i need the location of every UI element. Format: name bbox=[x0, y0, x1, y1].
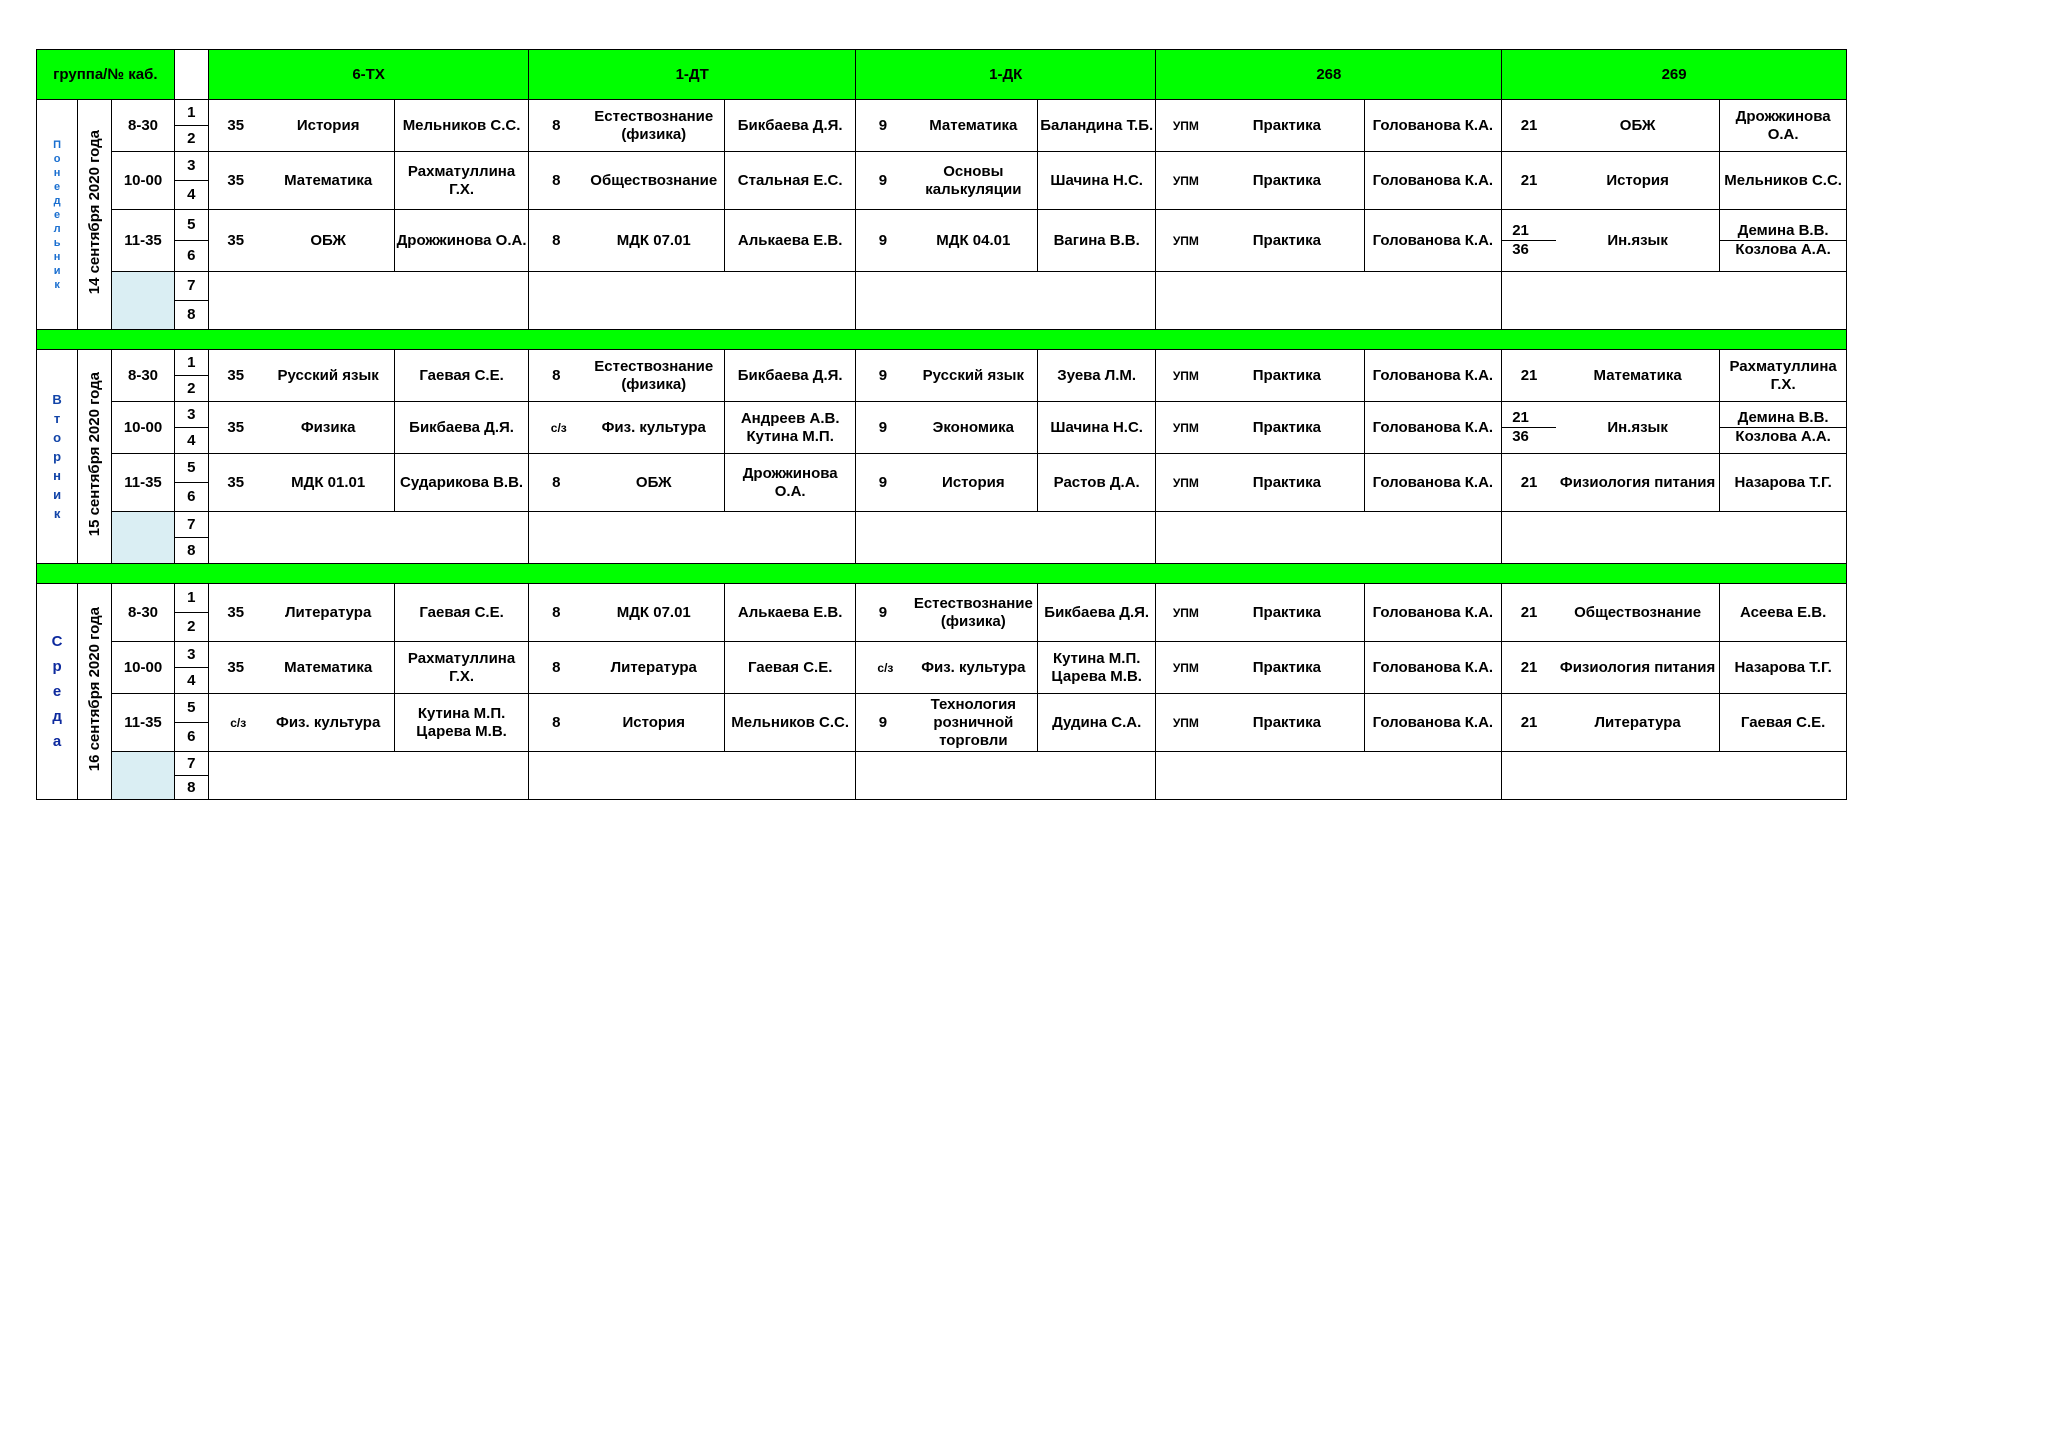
separator-bar bbox=[37, 564, 1847, 584]
teacher-cell bbox=[1720, 402, 1847, 454]
day-name-letter: е bbox=[54, 208, 61, 221]
room-number: УПМ bbox=[1156, 350, 1210, 402]
group-header-6tx: 6-ТХ bbox=[208, 50, 529, 100]
empty-lesson-slot bbox=[1502, 272, 1847, 330]
teacher-name: Голованова К.А. bbox=[1364, 210, 1502, 272]
teacher-cell bbox=[1720, 210, 1847, 272]
teacher-name: Назарова Т.Г. bbox=[1720, 454, 1847, 512]
pair-number: 4 bbox=[174, 428, 208, 454]
subject-name: Практика bbox=[1210, 584, 1364, 642]
lesson-time: 8-30 bbox=[112, 584, 174, 642]
subject-name: Основы калькуляции bbox=[910, 152, 1038, 210]
room-number: 8 bbox=[529, 100, 583, 152]
subject-name: Физ. культура bbox=[583, 402, 725, 454]
lesson-time: 8-30 bbox=[112, 350, 174, 402]
room-number: УПМ bbox=[1156, 402, 1210, 454]
pair-number-header bbox=[174, 50, 208, 100]
day-name-letter: а bbox=[52, 733, 62, 750]
day-name-letter: д bbox=[53, 194, 61, 207]
day-name-letter: л bbox=[53, 222, 61, 235]
pair-number: 7 bbox=[174, 752, 208, 776]
room-number: УПМ bbox=[1156, 584, 1210, 642]
room-number: 9 bbox=[856, 694, 910, 752]
room-number: 35 bbox=[208, 584, 262, 642]
schedule-row bbox=[37, 402, 1847, 428]
lesson-time: 11-35 bbox=[112, 454, 174, 512]
empty-lesson-slot bbox=[1156, 752, 1502, 800]
empty-lesson-slot bbox=[529, 272, 856, 330]
teacher-name: Рахматуллина Г.Х. bbox=[394, 152, 529, 210]
subject-name: Литература bbox=[1556, 694, 1720, 752]
room-cell bbox=[1502, 210, 1556, 272]
subject-name: История bbox=[910, 454, 1038, 512]
teacher-name: Гаевая С.Е. bbox=[725, 642, 856, 694]
teacher-name: Кутина М.П. Царева М.В. bbox=[394, 694, 529, 752]
room-number: с/з bbox=[529, 402, 583, 454]
teacher-name: Дрожжинова О.А. bbox=[725, 454, 856, 512]
subject-name: Литература bbox=[583, 642, 725, 694]
pair-number: 5 bbox=[174, 694, 208, 723]
teacher-name: Растов Д.А. bbox=[1037, 454, 1156, 512]
room-number: 21 bbox=[1502, 694, 1556, 752]
pair-number: 3 bbox=[174, 402, 208, 428]
teacher-name: Стальная Е.С. bbox=[725, 152, 856, 210]
teacher-name: Голованова К.А. bbox=[1364, 402, 1502, 454]
day-name-letter: и bbox=[53, 264, 61, 277]
time-empty bbox=[112, 512, 174, 564]
teacher-name: Голованова К.А. bbox=[1364, 584, 1502, 642]
schedule-row bbox=[37, 152, 1847, 181]
day-name-letter: о bbox=[53, 430, 62, 445]
teacher-name: Вагина В.В. bbox=[1037, 210, 1156, 272]
pair-number: 1 bbox=[174, 584, 208, 613]
teacher-split bbox=[1038, 650, 1156, 686]
day-name bbox=[37, 390, 77, 523]
room-cell bbox=[1502, 402, 1556, 454]
group-header-1dk: 1-ДК bbox=[856, 50, 1156, 100]
teacher-name: Демина В.В. bbox=[1737, 409, 1829, 426]
empty-lesson-slot bbox=[1156, 272, 1502, 330]
pair-number: 3 bbox=[174, 642, 208, 668]
schedule-row bbox=[37, 752, 1847, 776]
subject-name: История bbox=[1556, 152, 1720, 210]
room-number: 35 bbox=[208, 152, 262, 210]
teacher-name: Голованова К.А. bbox=[1364, 152, 1502, 210]
day-date-cell bbox=[78, 584, 112, 800]
room-number: 35 bbox=[208, 210, 262, 272]
room-number: 8 bbox=[529, 584, 583, 642]
subject-name: Естествознание (физика) bbox=[583, 350, 725, 402]
room-number: 9 bbox=[856, 100, 910, 152]
room-number: 8 bbox=[529, 454, 583, 512]
day-date: 16 сентября 2020 года bbox=[85, 606, 103, 772]
schedule-row bbox=[37, 584, 1847, 613]
day-name bbox=[37, 138, 77, 292]
teacher-name: Алькаева Е.В. bbox=[725, 584, 856, 642]
subject-name: История bbox=[263, 100, 395, 152]
teacher-name: Бикбаева Д.Я. bbox=[1037, 584, 1156, 642]
day-name-letter: В bbox=[52, 392, 62, 407]
teacher-name-2: Козлова А.А. bbox=[1720, 240, 1846, 259]
day-name-letter: д bbox=[52, 708, 62, 725]
day-name-letter: ь bbox=[53, 236, 61, 249]
room-number: с/з bbox=[208, 694, 262, 752]
day-name-letter: о bbox=[53, 152, 61, 165]
room-number: 21 bbox=[1512, 409, 1529, 426]
pair-number: 6 bbox=[174, 241, 208, 272]
subject-name: Русский язык bbox=[910, 350, 1038, 402]
room-number: УПМ bbox=[1156, 152, 1210, 210]
teacher-name: Баландина Т.Б. bbox=[1037, 100, 1156, 152]
subject-name: Практика bbox=[1210, 210, 1364, 272]
lesson-time: 11-35 bbox=[112, 210, 174, 272]
schedule-row bbox=[37, 100, 1847, 126]
day-name-letter: е bbox=[54, 180, 61, 193]
subject-name: Математика bbox=[263, 642, 395, 694]
lesson-time: 10-00 bbox=[112, 152, 174, 210]
subject-name: Математика bbox=[263, 152, 395, 210]
subject-name: Физиология питания bbox=[1556, 642, 1720, 694]
empty-lesson-slot bbox=[529, 752, 856, 800]
subject-name: Русский язык bbox=[263, 350, 395, 402]
teacher-name: Голованова К.А. bbox=[1364, 454, 1502, 512]
room-number: 21 bbox=[1502, 454, 1556, 512]
lesson-time: 10-00 bbox=[112, 402, 174, 454]
subject-name: Естествознание (физика) bbox=[910, 584, 1038, 642]
schedule-row bbox=[37, 350, 1847, 376]
teacher-name: Демина В.В. bbox=[1737, 222, 1829, 239]
room-number: 9 bbox=[856, 152, 910, 210]
day-name-cell bbox=[37, 350, 78, 564]
separator-bar bbox=[37, 330, 1847, 350]
empty-lesson-slot bbox=[856, 272, 1156, 330]
day-name-letter: к bbox=[54, 278, 60, 291]
day-name-letter: С bbox=[51, 633, 63, 650]
teacher-name-2: Козлова А.А. bbox=[1720, 427, 1846, 446]
teacher-name: Шачина Н.С. bbox=[1037, 402, 1156, 454]
teacher-name: Зуева Л.М. bbox=[1037, 350, 1156, 402]
day-date-cell bbox=[78, 100, 112, 330]
subject-name: МДК 07.01 bbox=[583, 584, 725, 642]
empty-lesson-slot bbox=[1156, 512, 1502, 564]
day-name-cell bbox=[37, 100, 78, 330]
subject-name: Ин.язык bbox=[1556, 210, 1720, 272]
pair-number: 8 bbox=[174, 538, 208, 564]
corner-label: группа/№ каб. bbox=[37, 50, 175, 100]
pair-number: 3 bbox=[174, 152, 208, 181]
pair-number: 4 bbox=[174, 181, 208, 210]
room-number: УПМ bbox=[1156, 694, 1210, 752]
teacher-split bbox=[1720, 222, 1846, 259]
teacher-name: Дудина С.А. bbox=[1037, 694, 1156, 752]
schedule-sheet bbox=[36, 49, 1847, 800]
day-separator bbox=[37, 330, 1847, 350]
room-number: 8 bbox=[529, 642, 583, 694]
pair-number: 5 bbox=[174, 454, 208, 483]
pair-number: 2 bbox=[174, 126, 208, 152]
room-number: 21 bbox=[1512, 222, 1529, 239]
day-name-letter: е bbox=[52, 683, 62, 700]
empty-lesson-slot bbox=[529, 512, 856, 564]
schedule-row bbox=[37, 272, 1847, 301]
room-number: 8 bbox=[529, 210, 583, 272]
teacher-name: Бикбаева Д.Я. bbox=[725, 100, 856, 152]
teacher-name: Гаевая С.Е. bbox=[394, 350, 529, 402]
subject-name: МДК 04.01 bbox=[910, 210, 1038, 272]
room-number: 9 bbox=[856, 350, 910, 402]
room-number: 21 bbox=[1502, 100, 1556, 152]
room-number: 9 bbox=[856, 584, 910, 642]
teacher-name: Мельников С.С. bbox=[394, 100, 529, 152]
subject-name: Математика bbox=[910, 100, 1038, 152]
room-number: 9 bbox=[856, 210, 910, 272]
teacher-name: Асеева Е.В. bbox=[1720, 584, 1847, 642]
room-number: 9 bbox=[856, 454, 910, 512]
subject-name: Физ. культура bbox=[263, 694, 395, 752]
teacher-name: Назарова Т.Г. bbox=[1720, 642, 1847, 694]
teacher-name: Рахматуллина Г.Х. bbox=[394, 642, 529, 694]
lesson-time: 8-30 bbox=[112, 100, 174, 152]
pair-number: 1 bbox=[174, 350, 208, 376]
subject-name: МДК 07.01 bbox=[583, 210, 725, 272]
day-name-letter: и bbox=[53, 487, 62, 502]
time-empty bbox=[112, 272, 174, 330]
room-number: 8 bbox=[529, 350, 583, 402]
day-date: 15 сентября 2020 года bbox=[85, 371, 103, 537]
subject-name: ОБЖ bbox=[583, 454, 725, 512]
room-number: 35 bbox=[208, 402, 262, 454]
day-separator bbox=[37, 564, 1847, 584]
subject-name: Естествознание (физика) bbox=[583, 100, 725, 152]
subject-name: Математика bbox=[1556, 350, 1720, 402]
room-number: УПМ bbox=[1156, 642, 1210, 694]
teacher-name: Голованова К.А. bbox=[1364, 694, 1502, 752]
schedule-row bbox=[37, 512, 1847, 538]
pair-number: 8 bbox=[174, 301, 208, 330]
room-number: 35 bbox=[208, 100, 262, 152]
room-number: 8 bbox=[529, 152, 583, 210]
room-number-2: 36 bbox=[1502, 240, 1556, 259]
teacher-name-2: Царева М.В. bbox=[1051, 667, 1142, 685]
schedule-table bbox=[36, 49, 1847, 800]
empty-lesson-slot bbox=[856, 752, 1156, 800]
lesson-time: 10-00 bbox=[112, 642, 174, 694]
subject-name: Практика bbox=[1210, 402, 1364, 454]
pair-number: 4 bbox=[174, 668, 208, 694]
subject-name: ОБЖ bbox=[1556, 100, 1720, 152]
subject-name: Практика bbox=[1210, 350, 1364, 402]
teacher-name: Голованова К.А. bbox=[1364, 100, 1502, 152]
empty-lesson-slot bbox=[1502, 512, 1847, 564]
day-name-letter: т bbox=[53, 411, 61, 426]
header-row bbox=[37, 50, 1847, 100]
room-number: 35 bbox=[208, 350, 262, 402]
schedule-row bbox=[37, 642, 1847, 668]
group-header-268: 268 bbox=[1156, 50, 1502, 100]
teacher-name: Бикбаева Д.Я. bbox=[394, 402, 529, 454]
subject-name: Физиология питания bbox=[1556, 454, 1720, 512]
subject-name: Ин.язык bbox=[1556, 402, 1720, 454]
subject-name: Обществознание bbox=[1556, 584, 1720, 642]
room-number: 21 bbox=[1502, 584, 1556, 642]
teacher-name: Голованова К.А. bbox=[1364, 642, 1502, 694]
teacher-split bbox=[1720, 409, 1846, 446]
room-number: УПМ bbox=[1156, 210, 1210, 272]
teacher-name: Мельников С.С. bbox=[1720, 152, 1847, 210]
subject-name: Технология розничной торговли bbox=[910, 694, 1038, 752]
subject-name: Практика bbox=[1210, 454, 1364, 512]
room-number: 21 bbox=[1502, 152, 1556, 210]
room-number: 35 bbox=[208, 642, 262, 694]
group-header-269: 269 bbox=[1502, 50, 1847, 100]
subject-name: Практика bbox=[1210, 100, 1364, 152]
room-number: 21 bbox=[1502, 642, 1556, 694]
room-number: 21 bbox=[1502, 350, 1556, 402]
teacher-name: Рахматуллина Г.Х. bbox=[1720, 350, 1847, 402]
teacher-name: Шачина Н.С. bbox=[1037, 152, 1156, 210]
subject-name: ОБЖ bbox=[263, 210, 395, 272]
room-number: 8 bbox=[529, 694, 583, 752]
pair-number: 6 bbox=[174, 483, 208, 512]
subject-name: МДК 01.01 bbox=[263, 454, 395, 512]
room-number: УПМ bbox=[1156, 100, 1210, 152]
teacher-name: Гаевая С.Е. bbox=[1720, 694, 1847, 752]
subject-name: Обществознание bbox=[583, 152, 725, 210]
pair-number: 7 bbox=[174, 272, 208, 301]
group-header-1dt: 1-ДТ bbox=[529, 50, 856, 100]
room-split bbox=[1502, 409, 1556, 446]
day-name-letter: н bbox=[53, 468, 62, 483]
day-name-letter: к bbox=[53, 506, 61, 521]
subject-name: Практика bbox=[1210, 694, 1364, 752]
day-name-letter: р bbox=[53, 449, 62, 464]
subject-name: Практика bbox=[1210, 642, 1364, 694]
schedule-row bbox=[37, 454, 1847, 483]
teacher-cell bbox=[1037, 642, 1156, 694]
room-number-2: 36 bbox=[1502, 427, 1556, 446]
room-number: УПМ bbox=[1156, 454, 1210, 512]
teacher-name: Алькаева Е.В. bbox=[725, 210, 856, 272]
pair-number: 2 bbox=[174, 376, 208, 402]
schedule-row bbox=[37, 210, 1847, 241]
subject-name: Практика bbox=[1210, 152, 1364, 210]
room-number: 9 bbox=[856, 402, 910, 454]
subject-name: Экономика bbox=[910, 402, 1038, 454]
day-name-letter: р bbox=[52, 658, 62, 675]
room-number: 35 bbox=[208, 454, 262, 512]
teacher-name: Голованова К.А. bbox=[1364, 350, 1502, 402]
room-number: с/з bbox=[856, 642, 910, 694]
subject-name: Физика bbox=[263, 402, 395, 454]
pair-number: 1 bbox=[174, 100, 208, 126]
subject-name: Физ. культура bbox=[910, 642, 1038, 694]
day-name-letter: н bbox=[53, 250, 61, 263]
day-name-cell bbox=[37, 584, 78, 800]
pair-number: 5 bbox=[174, 210, 208, 241]
teacher-name: Дрожжинова О.А. bbox=[1720, 100, 1847, 152]
day-name bbox=[37, 629, 77, 754]
empty-lesson-slot bbox=[208, 752, 529, 800]
teacher-name: Мельников С.С. bbox=[725, 694, 856, 752]
empty-lesson-slot bbox=[208, 272, 529, 330]
pair-number: 8 bbox=[174, 776, 208, 800]
schedule-row bbox=[37, 694, 1847, 723]
subject-name: История bbox=[583, 694, 725, 752]
room-split bbox=[1502, 222, 1556, 259]
lesson-time: 11-35 bbox=[112, 694, 174, 752]
time-empty bbox=[112, 752, 174, 800]
day-name-letter: н bbox=[53, 166, 61, 179]
teacher-name: Дрожжинова О.А. bbox=[394, 210, 529, 272]
empty-lesson-slot bbox=[1502, 752, 1847, 800]
teacher-name: Гаевая С.Е. bbox=[394, 584, 529, 642]
teacher-name: Сударикова В.В. bbox=[394, 454, 529, 512]
subject-name: Литература bbox=[263, 584, 395, 642]
empty-lesson-slot bbox=[208, 512, 529, 564]
pair-number: 2 bbox=[174, 613, 208, 642]
pair-number: 6 bbox=[174, 723, 208, 752]
day-name-letter: П bbox=[53, 138, 62, 151]
teacher-name: Кутина М.П. bbox=[1052, 649, 1141, 667]
teacher-name: Андреев А.В. Кутина М.П. bbox=[725, 402, 856, 454]
day-date-cell bbox=[78, 350, 112, 564]
day-date: 14 сентября 2020 года bbox=[85, 129, 103, 295]
teacher-name: Бикбаева Д.Я. bbox=[725, 350, 856, 402]
pair-number: 7 bbox=[174, 512, 208, 538]
empty-lesson-slot bbox=[856, 512, 1156, 564]
